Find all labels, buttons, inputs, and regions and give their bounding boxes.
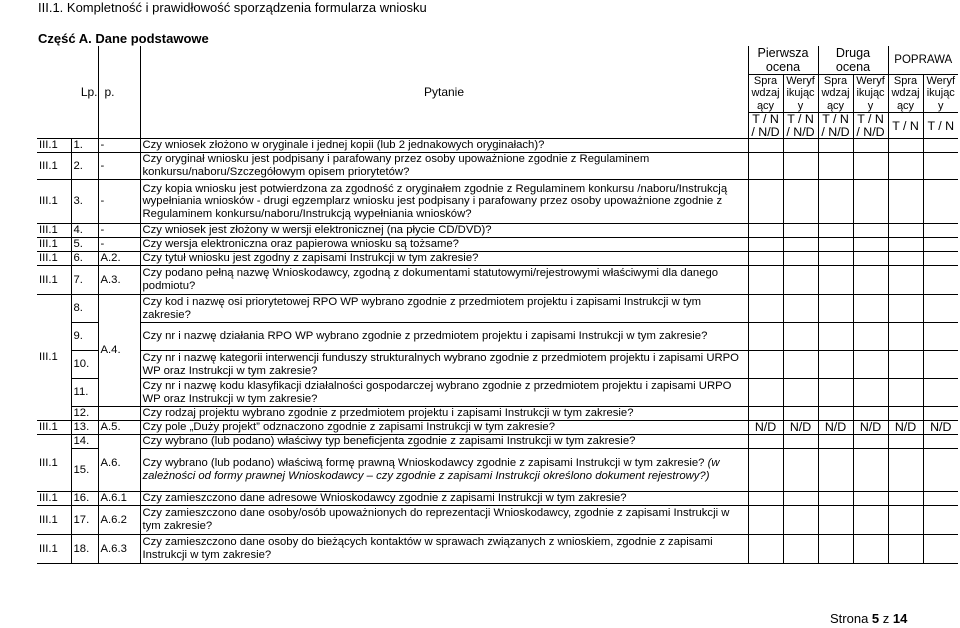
answer-cell[interactable]	[853, 379, 888, 407]
row-number: 18.	[71, 535, 98, 564]
row-form-field: -	[98, 139, 140, 153]
row-section: III.1	[37, 153, 71, 180]
row-number: 1.	[71, 139, 98, 153]
row-question: Czy tytuł wniosku jest zgodny z zapisami Instrukcji w tym zakresie?	[140, 252, 748, 266]
answer-value[interactable]: N/D	[853, 421, 888, 435]
table-row	[37, 421, 958, 435]
header-answer-options: T / N	[923, 113, 958, 139]
answer-cell[interactable]	[783, 139, 818, 153]
answer-cell[interactable]	[888, 224, 923, 238]
answer-cell[interactable]	[853, 238, 888, 252]
answer-cell[interactable]	[923, 323, 958, 351]
answer-cell[interactable]	[783, 351, 818, 379]
table-row	[37, 323, 958, 351]
table-row	[37, 224, 958, 238]
answer-cell[interactable]	[818, 295, 853, 323]
row-question: Czy pole „Duży projekt” odznaczono zgodnie z zapisami Instrukcji w tym zakresie?	[140, 421, 748, 435]
answer-cell[interactable]	[748, 407, 783, 421]
answer-cell[interactable]	[853, 407, 888, 421]
header-role: Spra wdzaj ący	[888, 75, 923, 113]
answer-cell[interactable]	[888, 407, 923, 421]
answer-value[interactable]: N/D	[818, 421, 853, 435]
header-role: Weryf ikując y	[783, 75, 818, 113]
answer-cell[interactable]	[888, 351, 923, 379]
answer-cell[interactable]	[818, 535, 853, 564]
answer-cell[interactable]	[818, 435, 853, 449]
answer-cell[interactable]	[853, 449, 888, 492]
answer-cell[interactable]	[748, 351, 783, 379]
answer-cell[interactable]	[853, 180, 888, 224]
answer-cell[interactable]	[853, 224, 888, 238]
row-section: III.1	[37, 492, 71, 506]
row-question: Czy wniosek jest złożony w wersji elektronicznej (na płycie CD/DVD)?	[140, 224, 748, 238]
row-section: III.1	[37, 266, 71, 295]
table-row	[37, 449, 958, 492]
answer-cell[interactable]	[818, 139, 853, 153]
answer-cell[interactable]	[923, 153, 958, 180]
answer-cell[interactable]	[818, 238, 853, 252]
answer-cell[interactable]	[923, 535, 958, 564]
answer-cell[interactable]	[783, 295, 818, 323]
header-role: Weryf ikując y	[923, 75, 958, 113]
answer-cell[interactable]	[923, 506, 958, 535]
table-row	[37, 492, 958, 506]
row-form-field: -	[98, 180, 140, 224]
row-number: 17.	[71, 506, 98, 535]
answer-cell[interactable]	[818, 506, 853, 535]
answer-cell[interactable]	[783, 153, 818, 180]
answer-cell[interactable]	[783, 224, 818, 238]
row-number: 16.	[71, 492, 98, 506]
header-role: Weryf ikując y	[853, 75, 888, 113]
answer-cell[interactable]	[748, 506, 783, 535]
row-section: III.1	[37, 435, 71, 492]
answer-cell[interactable]	[748, 224, 783, 238]
answer-cell[interactable]	[748, 379, 783, 407]
header-answer-options: T / N / N/D	[818, 113, 853, 139]
table-row	[37, 535, 958, 564]
row-form-field: A.6.3	[98, 535, 140, 564]
row-form-field: -	[98, 224, 140, 238]
answer-cell[interactable]	[923, 435, 958, 449]
row-form-field: A.5.	[98, 421, 140, 435]
answer-cell[interactable]	[888, 252, 923, 266]
row-question: Czy wersja elektroniczna oraz papierowa wniosku są tożsame?	[140, 238, 748, 252]
answer-cell[interactable]	[783, 492, 818, 506]
row-number: 2.	[71, 153, 98, 180]
table-row	[37, 295, 958, 323]
row-number: 7.	[71, 266, 98, 295]
answer-cell[interactable]	[888, 238, 923, 252]
answer-cell[interactable]	[853, 492, 888, 506]
answer-cell[interactable]	[748, 153, 783, 180]
answer-cell[interactable]	[888, 139, 923, 153]
answer-cell[interactable]	[748, 492, 783, 506]
answer-cell[interactable]	[888, 295, 923, 323]
evaluation-table	[37, 46, 958, 564]
answer-cell[interactable]	[888, 435, 923, 449]
answer-cell[interactable]	[923, 351, 958, 379]
row-section: III.1	[37, 421, 71, 435]
row-section: III.1	[37, 295, 71, 421]
row-section: III.1	[37, 224, 71, 238]
answer-cell[interactable]	[818, 449, 853, 492]
answer-cell[interactable]	[853, 506, 888, 535]
answer-cell[interactable]	[783, 323, 818, 351]
row-question: Czy wybrano (lub podano) właściwą formę prawną Wnioskodawcy zgodnie z zapisami Instrukcji w tym zakresie? (w zależności od formy prawnej Wnioskodawcy – czy zgodnie z zapisami Instrukcji określono dokument rejestrowy?)	[140, 449, 748, 492]
answer-cell[interactable]	[783, 238, 818, 252]
answer-cell[interactable]	[818, 180, 853, 224]
row-section: III.1	[37, 506, 71, 535]
answer-cell[interactable]	[748, 295, 783, 323]
answer-cell[interactable]	[818, 153, 853, 180]
row-section: III.1	[37, 139, 71, 153]
answer-cell[interactable]	[783, 180, 818, 224]
row-form-field: A.3.	[98, 266, 140, 295]
row-section: III.1	[37, 180, 71, 224]
answer-cell[interactable]	[923, 252, 958, 266]
row-number: 5.	[71, 238, 98, 252]
answer-cell[interactable]	[853, 295, 888, 323]
row-question: Czy podano pełną nazwę Wnioskodawcy, zgodną z dokumentami statutowymi/rejestrowymi właściwymi dla danego podmiotu?	[140, 266, 748, 295]
answer-cell[interactable]	[923, 407, 958, 421]
answer-cell[interactable]	[888, 506, 923, 535]
row-number: 14.	[71, 435, 98, 449]
row-form-field: A.4.	[98, 295, 140, 407]
section-title: III.1. Kompletność i prawidłowość sporządzenia formularza wniosku	[38, 0, 427, 15]
answer-cell[interactable]	[818, 379, 853, 407]
answer-cell[interactable]	[888, 180, 923, 224]
row-question: Czy kopia wniosku jest potwierdzona za zgodność z oryginałem zgodnie z Regulaminem konkursu /naboru/Instrukcją wypełniania wniosków - drugi egzemplarz wniosku jest podpisany i parafowany przez osoby upoważnione zgodnie z Regulaminem konkursu/naboru/Instrukcją wypełniania wniosków?	[140, 180, 748, 224]
table-row	[37, 407, 958, 421]
answer-cell[interactable]	[783, 252, 818, 266]
answer-cell[interactable]	[748, 252, 783, 266]
header-row-groups	[37, 46, 958, 75]
row-number: 15.	[71, 449, 98, 492]
answer-cell[interactable]	[923, 449, 958, 492]
answer-cell[interactable]	[783, 506, 818, 535]
answer-cell[interactable]	[923, 295, 958, 323]
answer-cell[interactable]	[818, 351, 853, 379]
answer-cell[interactable]	[748, 139, 783, 153]
header-answer-options: T / N / N/D	[783, 113, 818, 139]
row-form-field: A.2.	[98, 252, 140, 266]
answer-cell[interactable]	[748, 535, 783, 564]
row-question: Czy zamieszczono dane osoby do bieżących kontaktów w sprawach związanych z wnioskiem, zgodnie z zapisami Instrukcji w tym zakresie?	[140, 535, 748, 564]
row-question: Czy nr i nazwę kategorii interwencji funduszy strukturalnych wybrano zgodnie z przedmiotem projektu i zapisami URPO WP oraz Instrukcji w tym zakresie?	[140, 351, 748, 379]
row-question: Czy wybrano (lub podano) właściwy typ beneficjenta zgodnie z zapisami Instrukcji w tym zakresie?	[140, 435, 748, 449]
answer-cell[interactable]	[853, 153, 888, 180]
answer-cell[interactable]	[923, 492, 958, 506]
answer-cell[interactable]	[748, 435, 783, 449]
table-row	[37, 238, 958, 252]
row-question: Czy zamieszczono dane osoby/osób upoważnionych do reprezentacji Wnioskodawcy, zgodnie z zapisami Instrukcji w tym zakresie?	[140, 506, 748, 535]
header-role: Spra wdzaj ący	[748, 75, 783, 113]
answer-cell[interactable]	[888, 379, 923, 407]
row-number: 12.	[71, 407, 98, 421]
answer-cell[interactable]	[818, 323, 853, 351]
answer-cell[interactable]	[748, 180, 783, 224]
header-answer-options: T / N / N/D	[853, 113, 888, 139]
answer-cell[interactable]	[853, 435, 888, 449]
row-question: Czy wniosek złożono w oryginale i jednej kopii (lub 2 jednakowych oryginałach)?	[140, 139, 748, 153]
row-question: Czy kod i nazwę osi priorytetowej RPO WP wybrano zgodnie z przedmiotem projektu i zapisami Instrukcji w tym zakresie?	[140, 295, 748, 323]
row-number: 4.	[71, 224, 98, 238]
row-form-field: -	[98, 153, 140, 180]
answer-cell[interactable]	[818, 266, 853, 295]
answer-cell[interactable]	[853, 535, 888, 564]
answer-cell[interactable]	[783, 435, 818, 449]
row-number: 11.	[71, 379, 98, 407]
table-row	[37, 351, 958, 379]
answer-cell[interactable]	[923, 266, 958, 295]
row-section: III.1	[37, 252, 71, 266]
answer-cell[interactable]	[853, 323, 888, 351]
header-p: p.	[98, 46, 140, 139]
row-number: 9.	[71, 323, 98, 351]
row-form-field: A.6.2	[98, 506, 140, 535]
answer-value[interactable]: N/D	[748, 421, 783, 435]
answer-cell[interactable]	[783, 449, 818, 492]
part-title: Część A. Dane podstawowe	[38, 31, 209, 46]
table-row	[37, 266, 958, 295]
answer-cell[interactable]	[888, 323, 923, 351]
answer-cell[interactable]	[818, 252, 853, 266]
answer-value[interactable]: N/D	[888, 421, 923, 435]
row-question: Czy zamieszczono dane adresowe Wnioskodawcy zgodnie z zapisami Instrukcji w tym zakresie?	[140, 492, 748, 506]
answer-cell[interactable]	[818, 407, 853, 421]
answer-cell[interactable]	[783, 266, 818, 295]
header-answer-options: T / N	[888, 113, 923, 139]
answer-cell[interactable]	[888, 449, 923, 492]
header-lp: Lp.	[37, 46, 98, 139]
answer-cell[interactable]	[923, 180, 958, 224]
row-number: 8.	[71, 295, 98, 323]
answer-cell[interactable]	[818, 224, 853, 238]
table-row	[37, 252, 958, 266]
table-row	[37, 153, 958, 180]
row-section: III.1	[37, 535, 71, 564]
answer-cell[interactable]	[888, 266, 923, 295]
header-role: Spra wdzaj ący	[818, 75, 853, 113]
answer-cell[interactable]	[853, 139, 888, 153]
row-form-field: A.6.	[98, 435, 140, 492]
answer-cell[interactable]	[923, 379, 958, 407]
row-number: 10.	[71, 351, 98, 379]
row-question: Czy oryginał wniosku jest podpisany i parafowany przez osoby upoważnione zgodnie z Regulaminem konkursu/naboru/Szczegółowym opisem priorytetów?	[140, 153, 748, 180]
row-form-field: A.6.1	[98, 492, 140, 506]
row-question: Czy rodzaj projektu wybrano zgodnie z przedmiotem projektu i zapisami Instrukcji w tym zakresie?	[140, 407, 748, 421]
table-row	[37, 180, 958, 224]
answer-cell[interactable]	[818, 492, 853, 506]
answer-cell[interactable]	[783, 535, 818, 564]
row-section: III.1	[37, 238, 71, 252]
header-answer-options: T / N / N/D	[748, 113, 783, 139]
table-row	[37, 435, 958, 449]
row-form-field: -	[98, 238, 140, 252]
answer-cell[interactable]	[888, 492, 923, 506]
answer-value[interactable]: N/D	[783, 421, 818, 435]
row-question: Czy nr i nazwę kodu klasyfikacji działalności gospodarczej wybrano zgodnie z przedmiotem projektu i zapisami URPO WP oraz Instrukcji w tym zakresie?	[140, 379, 748, 407]
row-number: 6.	[71, 252, 98, 266]
answer-cell[interactable]	[888, 535, 923, 564]
answer-value[interactable]: N/D	[923, 421, 958, 435]
header-group-first: Pierwsza ocena	[748, 46, 818, 75]
answer-cell[interactable]	[748, 238, 783, 252]
table-row	[37, 139, 958, 153]
header-group-correction: POPRAWA	[888, 46, 958, 75]
row-question: Czy nr i nazwę działania RPO WP wybrano zgodnie z przedmiotem projektu i zapisami Instrukcji w tym zakresie?	[140, 323, 748, 351]
answer-cell[interactable]	[853, 266, 888, 295]
answer-cell[interactable]	[923, 224, 958, 238]
row-form-field	[98, 407, 140, 421]
answer-cell[interactable]	[748, 266, 783, 295]
answer-cell[interactable]	[923, 238, 958, 252]
answer-cell[interactable]	[888, 153, 923, 180]
header-group-second: Druga ocena	[818, 46, 888, 75]
row-number: 3.	[71, 180, 98, 224]
header-question: Pytanie	[140, 46, 748, 139]
answer-cell[interactable]	[923, 139, 958, 153]
row-number: 13.	[71, 421, 98, 435]
table-row	[37, 506, 958, 535]
answer-cell[interactable]	[853, 351, 888, 379]
answer-cell[interactable]	[853, 252, 888, 266]
table-row	[37, 379, 958, 407]
answer-cell[interactable]	[748, 449, 783, 492]
answer-cell[interactable]	[748, 323, 783, 351]
answer-cell[interactable]	[783, 379, 818, 407]
answer-cell[interactable]	[783, 407, 818, 421]
page-number: Strona 5 z 14	[830, 611, 908, 626]
